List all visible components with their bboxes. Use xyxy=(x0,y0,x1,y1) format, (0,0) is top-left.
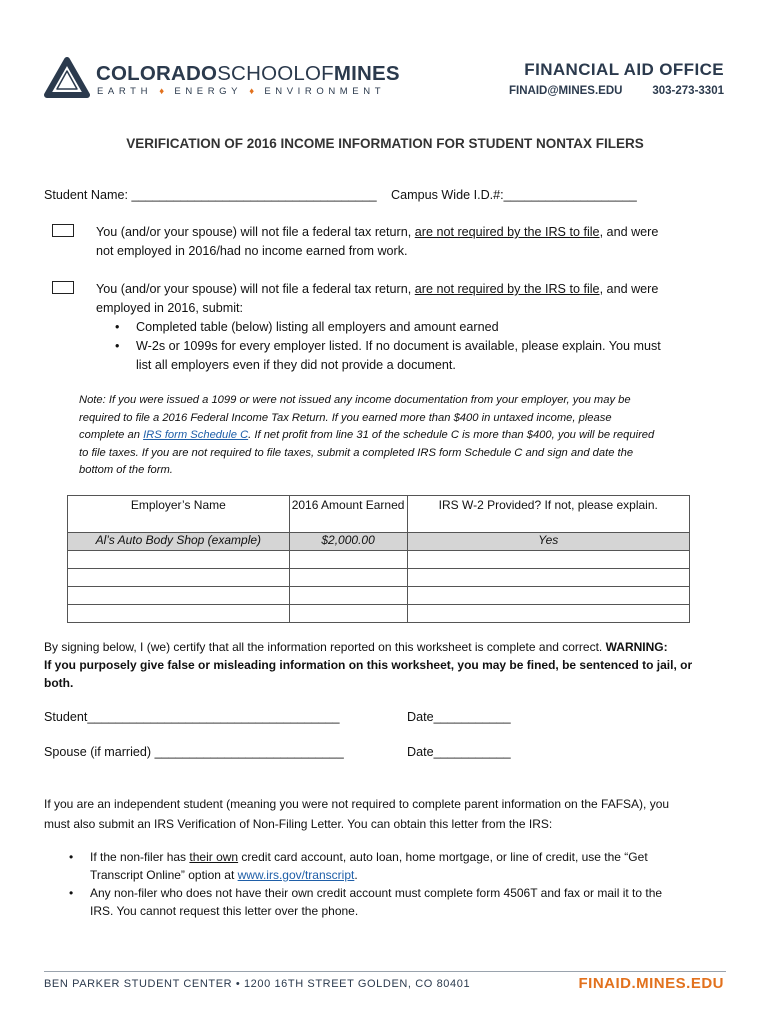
bullet-icon: • xyxy=(115,339,120,353)
list-item: • W-2s or 1099s for every employer listed. If no document is available, please explain. You must list all employers even if they did not provide a document. xyxy=(115,339,661,372)
table-row xyxy=(68,551,690,569)
table-row xyxy=(68,605,690,623)
w2-input[interactable] xyxy=(407,569,690,587)
bullet-icon: • xyxy=(115,320,120,334)
list-item: • Any non-filer who does not have their own credit account must complete form 4506T and fax or mail it to the IRS. You cannot request this letter over the phone. xyxy=(69,886,663,918)
spouse-signature-field[interactable]: Spouse (if married) ___________________________ xyxy=(44,745,344,759)
example-w2: Yes xyxy=(407,533,690,551)
office-title: FINANCIAL AID OFFICE xyxy=(524,60,724,79)
table-row xyxy=(68,587,690,605)
note-paragraph: Note: If you were issued a 1099 or were not issued any income documentation from your employer, you may be required to file a 2016 Federal Income Tax Return. If you earned more than $400 in untaxed income, please complete an IRS form Schedule C. If net profit from line 31 of the schedule C is more than $400, you will be required to file taxes. If you are not required to file taxes, submit a completed IRS form Schedule C and sign and date the bottom of the form. xyxy=(79,394,655,476)
amount-input[interactable] xyxy=(289,569,407,587)
certification-statement: By signing below, I (we) certify that all the information reported on this worksheet is complete and correct. WARNING: If you purposely give false or misleading information on this worksheet, you may be fined, be sentenced to jail, or both. xyxy=(44,640,693,690)
independent-student-paragraph: If you are an independent student (meaning you were not required to complete parent information on the FAFSA), you must also submit an IRS Verification of Non-Filing Letter. You can obtain this letter from the IRS: xyxy=(44,797,670,831)
w2-input[interactable] xyxy=(407,605,690,623)
student-name-field[interactable]: Student Name: ___________________________________ xyxy=(44,188,377,202)
table-row xyxy=(68,569,690,587)
schedule-c-link[interactable]: IRS form Schedule C xyxy=(143,429,249,441)
employer-input[interactable] xyxy=(68,605,290,623)
bullet-icon: • xyxy=(69,850,74,864)
mines-logo-icon xyxy=(44,57,90,103)
bullet-icon: • xyxy=(69,886,74,900)
header-amount-earned: 2016 Amount Earned xyxy=(289,496,407,533)
logo-wordmark: COLORADOSCHOOLOFMINES xyxy=(96,62,400,85)
table-header-row xyxy=(68,496,690,533)
employer-input[interactable] xyxy=(68,551,290,569)
footer-divider xyxy=(44,971,726,972)
campus-id-field[interactable]: Campus Wide I.D.#:___________________ xyxy=(391,188,637,202)
student-date-field[interactable]: Date___________ xyxy=(407,710,511,724)
amount-input[interactable] xyxy=(289,587,407,605)
list-item: • If the non-filer has their own credit card account, auto loan, home mortgage, or line of credit, use the “Get Transcript Online” option at www.irs.gov/transcript. xyxy=(69,850,648,882)
option-2-text: You (and/or your spouse) will not file a federal tax return, are not required by the IRS to file, and were employed in 2016, submit: xyxy=(96,282,659,315)
list-item: • Completed table (below) listing all employers and amount earned xyxy=(136,318,736,337)
amount-input[interactable] xyxy=(289,551,407,569)
footer-website-link[interactable]: FINAID.MINES.EDU xyxy=(578,975,724,992)
employer-input[interactable] xyxy=(68,569,290,587)
office-phone: 303-273-3301 xyxy=(652,85,724,97)
spouse-date-field[interactable]: Date___________ xyxy=(407,745,511,759)
employer-table xyxy=(67,495,690,623)
logo-tagline: EARTH ♦ ENERGY ♦ ENVIRONMENT xyxy=(97,86,386,97)
option-2-bullet-list xyxy=(115,318,736,375)
table-row-example xyxy=(68,533,690,551)
w2-input[interactable] xyxy=(407,551,690,569)
document-title: VERIFICATION OF 2016 INCOME INFORMATION FOR STUDENT NONTAX FILERS xyxy=(126,136,644,151)
independent-bullet-list xyxy=(69,848,730,920)
irs-transcript-link[interactable]: www.irs.gov/transcript xyxy=(237,868,355,882)
amount-input[interactable] xyxy=(289,605,407,623)
employer-input[interactable] xyxy=(68,587,290,605)
example-amount: $2,000.00 xyxy=(289,533,407,551)
student-signature-field[interactable]: Student____________________________________ xyxy=(44,710,340,724)
option-2-checkbox[interactable] xyxy=(52,281,74,294)
footer-address: BEN PARKER STUDENT CENTER • 1200 16TH STREET GOLDEN, CO 80401 xyxy=(44,978,471,990)
header-employer-name: Employer’s Name xyxy=(68,496,290,533)
office-email[interactable]: FINAID@MINES.EDU xyxy=(509,85,623,97)
option-1-text: You (and/or your spouse) will not file a federal tax return, are not required by the IRS to file, and were not employed in 2016/had no income earned from work. xyxy=(96,225,659,258)
option-1-checkbox[interactable] xyxy=(52,224,74,237)
example-employer: Al’s Auto Body Shop (example) xyxy=(68,533,290,551)
header-w2-provided: IRS W-2 Provided? If not, please explain. xyxy=(407,496,690,533)
w2-input[interactable] xyxy=(407,587,690,605)
